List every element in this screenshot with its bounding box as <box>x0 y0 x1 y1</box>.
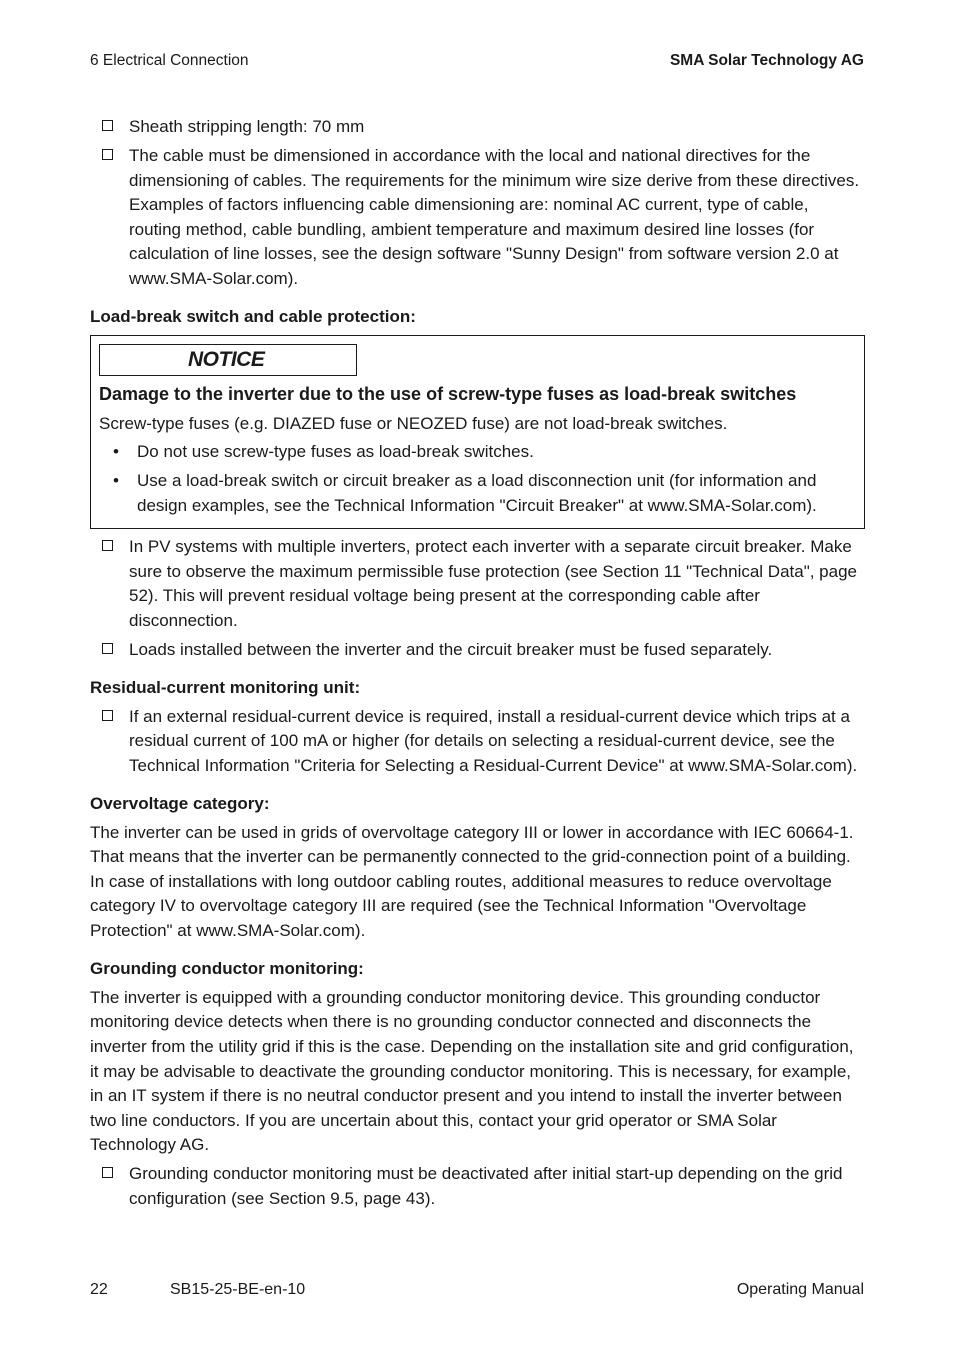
section-heading-overvoltage: Overvoltage category: <box>90 793 270 813</box>
paragraph-overvoltage: The inverter can be used in grids of overvoltage category III or lower in accordance with IEC 60664-1. That means that the inverter can be permanently connected to the grid-connection point of a building. In case of installations with long outdoor cabling routes, additional measures to reduce overvoltage category IV to overvoltage category III are required (see the Technical Information "Overvoltage Protection" at www.SMA-Solar.com). <box>90 822 854 941</box>
checklist-text: Sheath stripping length: 70 mm <box>129 117 365 136</box>
checkbox-icon <box>102 710 113 721</box>
checkbox-icon <box>102 643 113 654</box>
notice-bullet-text: Do not use screw-type fuses as load-break switches. <box>137 442 534 462</box>
checklist-item <box>90 1162 865 1211</box>
page-content <box>90 115 865 1216</box>
page-number: 22 <box>90 1281 108 1298</box>
checkbox-icon <box>102 1167 113 1178</box>
bullet-icon: • <box>113 442 119 462</box>
bullet-icon: • <box>113 471 119 491</box>
notice-bullet-text: Use a load-break switch or circuit breaker as a load disconnection unit (for information and design examples, see the Technical Information "Circuit Breaker" at www.SMA-Solar.com). <box>137 471 817 515</box>
checklist-item <box>90 705 865 779</box>
paragraph-grounding: The inverter is equipped with a grounding conductor monitoring device. This grounding conductor monitoring device detects when there is no grounding conductor connected and disconnects the inverter from the utility grid if this is the case. Depending on the installation site and grid configuration, it may be advisable to deactivate the grounding conductor monitoring. This is necessary, for example, in an IT system if there is no neutral conductor present and you intend to install the inverter between two line conductors. If you are uncertain about this, contact your grid operator or SMA Solar Technology AG. <box>90 987 854 1155</box>
section-heading-grounding: Grounding conductor monitoring: <box>90 958 364 978</box>
checklist-text: The cable must be dimensioned in accordance with the local and national directives for the dimensioning of cables. The requirements for the minimum wire size derive from these directives. Examples of factors influencing cable dimensioning are: nominal AC current, type of cable, routing method, cable bundling, ambient temperature and maximum desired line losses (for calculation of line losses, see the design software "Sunny Design" from software version 2.0 at www.SMA-Solar.com). <box>129 146 860 289</box>
checkbox-icon <box>102 120 113 131</box>
checklist-item <box>90 115 865 140</box>
notice-box <box>90 335 865 529</box>
manual-title: Operating Manual <box>736 1281 864 1298</box>
checklist-text: If an external residual-current device is required, install a residual-current device which trips at a residual current of 100 mA or higher (for details on selecting a residual-current device, see the Technical Information "Criteria for Selecting a Residual-Current Device" at www.SMA-Solar.com). <box>129 706 858 775</box>
checkbox-icon <box>102 540 113 551</box>
page-footer <box>90 1281 864 1299</box>
notice-label: NOTICE <box>188 348 265 372</box>
notice-text: Screw-type fuses (e.g. DIAZED fuse or NEOZED fuse) are not load-break switches. <box>99 413 728 433</box>
page-header <box>90 52 864 70</box>
checklist-text: Grounding conductor monitoring must be deactivated after initial start-up depending on the grid configuration (see Section 9.5, page 43). <box>129 1164 843 1208</box>
checklist-item <box>90 144 865 292</box>
notice-bullet <box>99 440 856 465</box>
document-id: SB15-25-BE-en-10 <box>170 1281 306 1298</box>
notice-bullet <box>99 469 856 518</box>
checklist-item <box>90 638 865 663</box>
section-heading-load-break: Load-break switch and cable protection: <box>90 306 416 326</box>
checklist-item <box>90 535 865 633</box>
header-section: 6 Electrical Connection <box>90 52 249 69</box>
checklist-text: In PV systems with multiple inverters, protect each inverter with a separate circuit breaker. Make sure to observe the maximum permissible fuse protection (see Section 11 "Technical Data", page 52). This will prevent residual voltage being present at the corresponding cable after disconnection. <box>129 537 858 630</box>
checkbox-icon <box>102 149 113 160</box>
notice-title: Damage to the inverter due to the use of screw-type fuses as load-break switches <box>99 384 797 405</box>
notice-label-box <box>99 344 357 376</box>
checklist-text: Loads installed between the inverter and the circuit breaker must be fused separately. <box>129 640 773 660</box>
header-company: SMA Solar Technology AG <box>669 52 864 69</box>
section-heading-residual: Residual-current monitoring unit: <box>90 677 361 697</box>
